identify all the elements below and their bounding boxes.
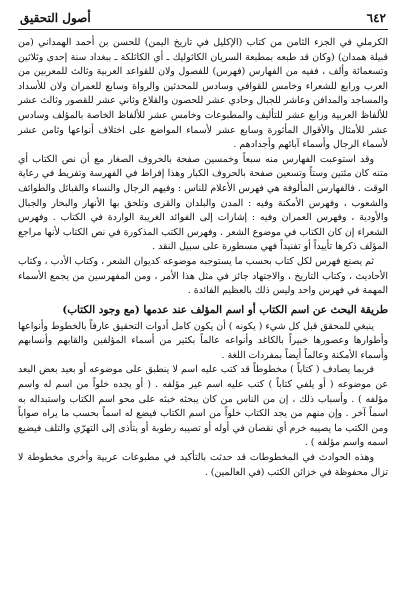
paragraph-manuscript-incidents: وهذه الحوادث في المخطوطات قد حدثت بالتأكيد في مطبوعات عربية وأخرى مخطوطة لا تزال محفوظة في خزائن الكتب (في العالمين) . — [18, 452, 388, 478]
page-number: ٦٤٢ — [366, 11, 386, 25]
paragraph-editor-qualifications: ينبغي للمحقق قبل كل شيء ( يكونه ) أن يكون كامل أدوات التحقيق عارفاً بالخطوط وأنواعها وأطوارها وعصورها خبيراً بالكاغد وأنواعه عالماً بكثير من أسماء المؤلفين والقابهم وأنسابهم وأسماء الأمكنة وعالماً أيضاً بمفردات اللغة . — [18, 320, 388, 361]
running-title: أصول التحقيق — [20, 11, 91, 25]
paragraph-indexes: وقد استوعبت الفهارس منه سبعاً وخمسين صفحة بالحروف الصغار مع أن نص الكتاب أي متنه كان مئتين وستاً وتسعين صفحة بالحروف الكبار وهذا إفراط في الفهرسة وتفريط في رعاية الوقت . فالفهارس المألوفة هي فهرس الأعلام للناس : وفيهم الرجال والنساء والقبائل والطوائف والشعوب ، وفهرس الأمكنة وفيه : المدن والبلدان والقرى وتلحق بها الأنهار والبحار والجبال والأودية ، وفهرس العمران وفيه : إشارات إلى الفوائد الغريبة الواردة في الكتاب . وفهرس الشعراء إن كان الكتاب في موضوع الشعر . وفهرس الكتب المذكورة في نص الكتاب لأنها مراجع المؤلف ذكرها تأييداً أو تفنيداً فهي مسطورة على سبيل النقد . — [18, 153, 388, 253]
paragraph-title-problems: فربما يصادف ( كتاباً ) مخطوطاً قد كتب عليه اسم لا ينطبق على موضوعه أو بعيد بعض البعد عن موضوعه ( أو يلفي كتاباً ) كتب عليه اسم غير مؤلفه . ( أو يجده خلواً من اسم له واسم مؤلفه ) . وأسباب ذلك ، إن من الناس من كان يبحثه خبثه على محو اسم الكتاب واستبداله به اسماً آخر . وإن منهم من يجد الكتاب خلواً من اسم الكتاب فيضع له اسماً بحسب ما يراه صواباً ومن الكتب ما يصيبه خرم أي نقصان في أوله أو تصيبه رطوبة أو يتأذى إلى التهرّي والتلف فيضيع اسمه واسم مؤلفه ) . — [18, 364, 388, 449]
page-body — [18, 36, 388, 480]
page-header — [18, 10, 388, 30]
paragraph-index-per-book: ثم يصنع فهرس لكل كتاب بحسب ما يستوجبه موضوعه كديوان الشعر ، وكتاب الأدب ، وكتاب الأحاديث ، وكتاب التاريخ ، والاجتهاد جائز في مثل هذا الأمر ، ومن المفهرسين من يجمع الأسماء المهمة في فهرس واحد وليس ذلك بالعظيم الفائدة . — [18, 255, 388, 297]
paragraph-continuation: الكرملي في الجزء الثامن من كتاب (الإكليل في تاريخ اليمن) للحسن بن أحمد الهمداني (من قبيلة همدان) (وكان قد طبعه بمطبعة السريان الكاثوليك ـ أي الكاثلكة ـ ببغداد سنة إحدى وثلاثين وتسعمائة وألف ، ففيه من الفهارس (فهرس) للفصول ولان للقواعد العربية وثالث للمعربين من العرب ورابع للشعراء وخامس للقوافي وسادس للمحدثين والرواة وسابع للعمران ولان للأسداد والمساجد والمدافن وعاشر للجبال وحادي عشر للحصون والقلاع وثاني عشر للقصور وثالث عشر للألفاظ العربية ورابع عشر للتأليف والمطبوعات وخامس عشر للألفاظ الخاصة بالمؤلف وسادس عشر للأمثال والأقوال المأثورة وسابع عشر لأسماء المواضع على اختلاف أنواعها وثامن عشر لأسماء الرجال وأسماء آبائهم وأجدادهم . — [18, 37, 388, 151]
section-heading: طريقة البحث عن اسم الكتاب أو اسم المؤلف عند عدمها (مع وجود الكتاب) — [62, 303, 388, 316]
